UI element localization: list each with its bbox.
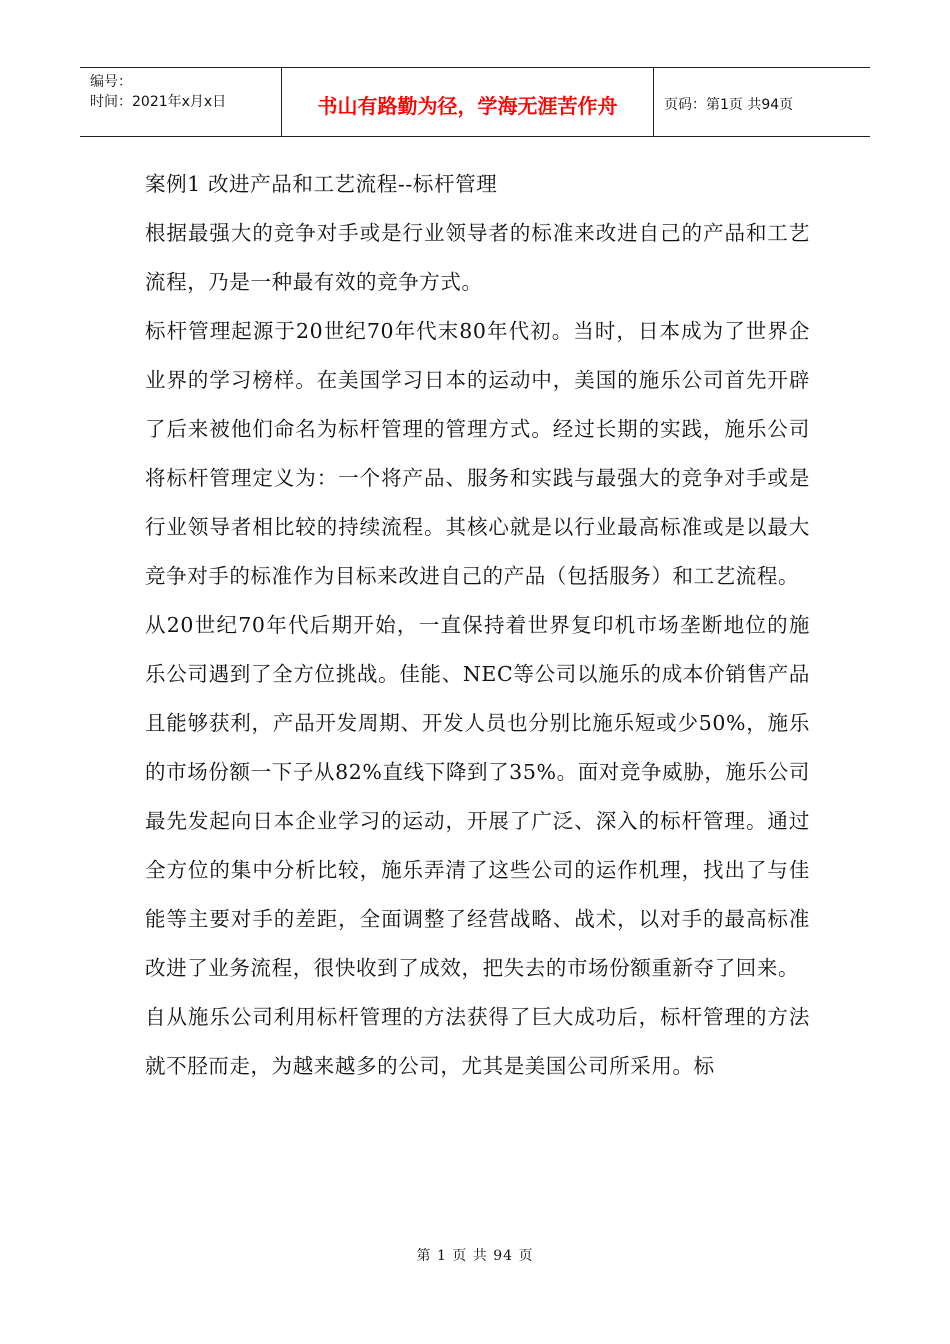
article-title: 案例1 改进产品和工艺流程--标杆管理 <box>145 172 498 196</box>
document-header <box>80 67 870 137</box>
page-footer <box>0 1245 950 1265</box>
header-motto-cell <box>282 68 654 136</box>
date-label: 时间：2021年x月x日 <box>90 94 227 110</box>
header-motto: 书山有路勤为径，学海无涯苦作舟 <box>317 93 618 118</box>
article-body <box>145 160 810 1091</box>
paragraph: 自从施乐公司利用标杆管理的方法获得了巨大成功后，标杆管理的方法就不胫而走，为越来越多的公司，尤其是美国公司所采用。标 <box>145 1005 810 1078</box>
header-page-number: 页码：第1页 共94页 <box>664 97 794 113</box>
footer-page-number: 第 1 页 共 94 页 <box>416 1248 534 1264</box>
paragraph: 根据最强大的竞争对手或是行业领导者的标准来改进自己的产品和工艺流程，乃是一种最有效的竞争方式。 <box>145 221 810 294</box>
doc-number-label: 编号： <box>90 74 132 90</box>
header-page-cell <box>654 68 870 136</box>
paragraph: 标杆管理起源于20世纪70年代末80年代初。当时，日本成为了世界企业界的学习榜样。在美国学习日本的运动中，美国的施乐公司首先开辟了后来被他们命名为标杆管理的管理方式。经过长期的实践，施乐公司将标杆管理定义为：一个将产品、服务和实践与最强大的竞争对手或是行业领导者相比较的持续流程。其核心就是以行业最高标准或是以最大竞争对手的标准作为目标来改进自己的产品（包括服务）和工艺流程。 <box>145 319 810 588</box>
header-info-cell <box>80 68 282 136</box>
paragraph: 从20世纪70年代后期开始，一直保持着世界复印机市场垄断地位的施乐公司遇到了全方位挑战。佳能、NEC等公司以施乐的成本价销售产品且能够获利，产品开发周期、开发人员也分别比施乐短或少50%，施乐的市场份额一下子从82%直线下降到了35%。面对竞争威胁，施乐公司最先发起向日本企业学习的运动，开展了广泛、深入的标杆管理。通过全方位的集中分析比较，施乐弄清了这些公司的运作机理，找出了与佳能等主要对手的差距，全面调整了经营战略、战术，以对手的最高标准改进了业务流程，很快收到了成效，把失去的市场份额重新夺了回来。 <box>145 613 810 980</box>
